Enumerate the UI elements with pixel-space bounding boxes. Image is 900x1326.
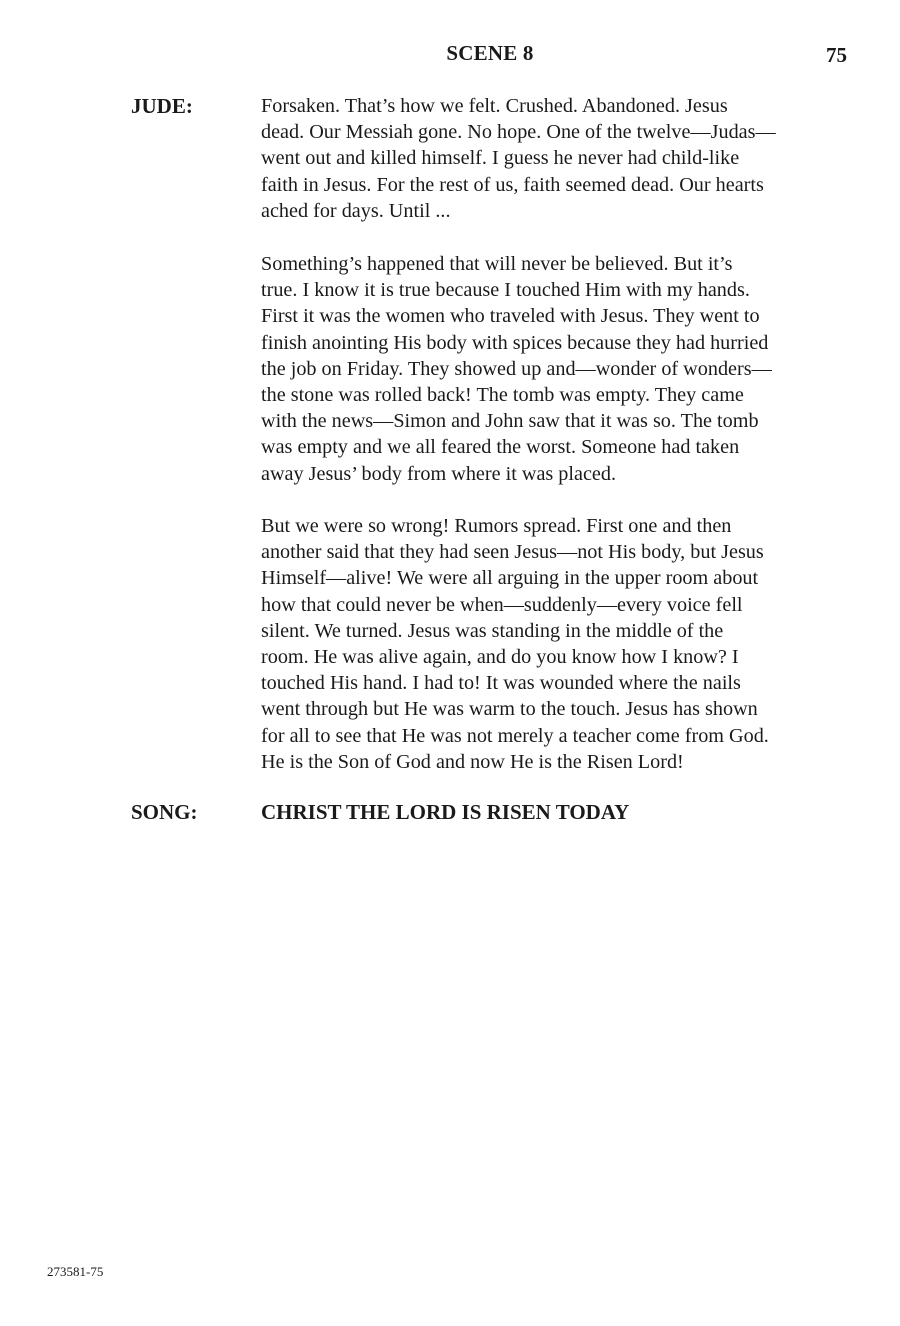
speech-paragraph-2: Something’s happened that will never be believed. But it’s true. I know it is true because I touched Him with my hands. First it was the women who traveled with Jesus. They went to finish anointing His body with spices because they had hurried the job on Friday. They showed up and—wonder of wonders— the stone was rolled back! The tomb was empty. They came with the news—Simon and John saw that it was so. The tomb was empty and we all feared the worst. Someone had taken away Jesus’ body from where it was placed. [261,253,772,485]
document-code: 273581-75 [47,1264,104,1279]
speech-paragraph [261,93,821,224]
speech-paragraph [261,251,821,487]
scene-title: SCENE 8 [446,41,534,65]
page-number: 75 [826,43,847,67]
song-title: CHRIST THE LORD IS RISEN TODAY [261,800,630,824]
song-label: SONG: [131,800,198,824]
speech-paragraph-3: But we were so wrong! Rumors spread. First one and then another said that they had seen Jesus—not His body, but Jesus Himself—alive! We were all arguing in the upper room about how that could never be when—suddenly—every voice fell silent. We turned. Jesus was standing in the middle of the room. He was alive again, and do you know how I know? I touched His hand. I had to! It was wounded where the nails went through but He was warm to the touch. Jesus has shown for all to see that He was not merely a teacher come from God. He is the Son of God and now He is the Risen Lord! [261,515,769,773]
speaker-name-jude: JUDE: [131,94,193,118]
speech-paragraph [261,513,821,775]
speech-paragraph-1: Forsaken. That’s how we felt. Crushed. Abandoned. Jesus dead. Our Messiah gone. No hope. One of the twelve—Judas— went out and killed himself. I guess he never had child-like faith in Jesus. For the rest of us, faith seemed dead. Our hearts ached for days. Until ... [261,95,776,222]
